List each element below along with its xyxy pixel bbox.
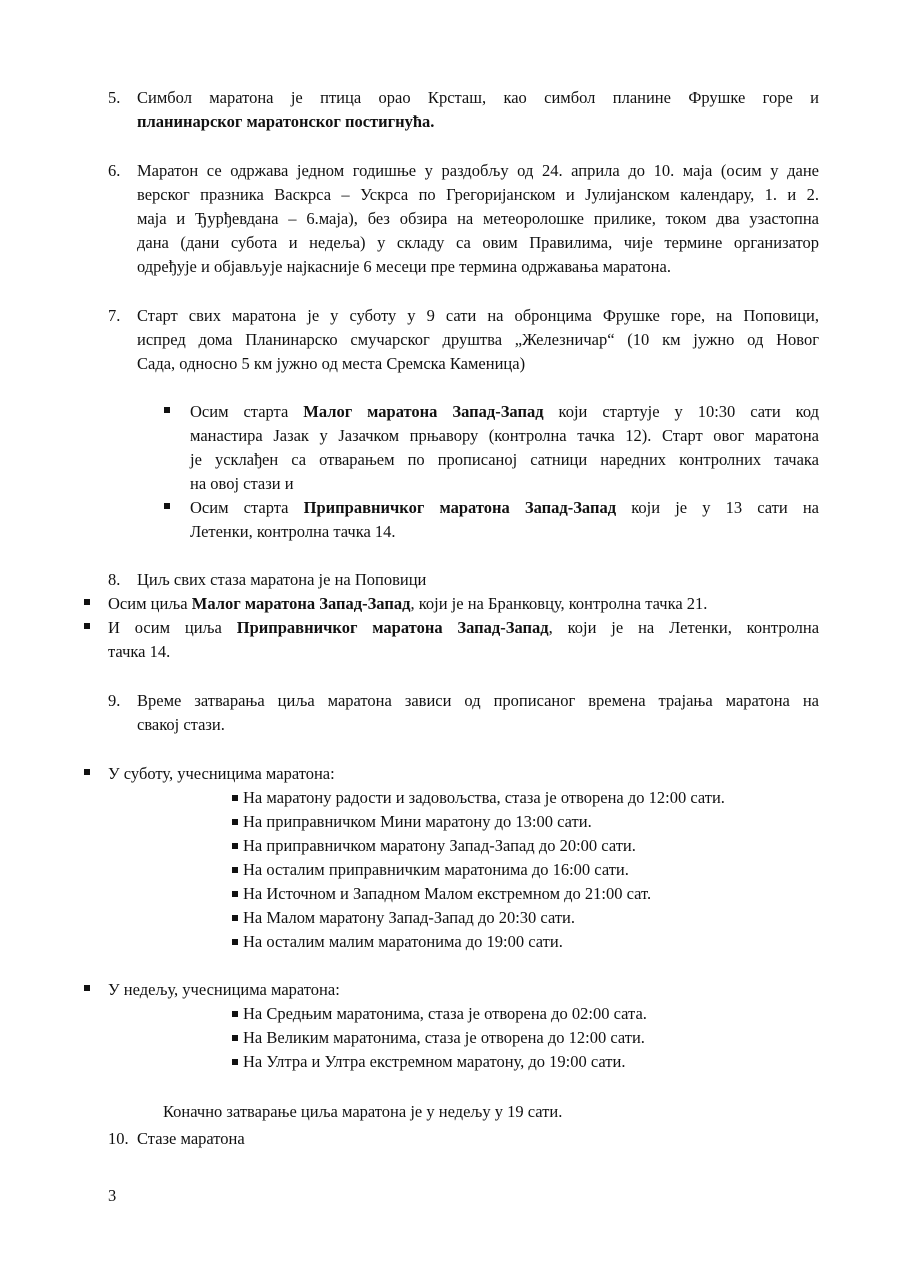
schedule-entry: На Ултра и Ултра екстремном маратону, до 19:00 сати. — [232, 1050, 625, 1074]
bullet-text-line: Летенки, контролна тачка 14. — [190, 522, 396, 541]
bullet-icon — [84, 985, 90, 991]
item-number: 10. — [108, 1129, 129, 1148]
bullet-text-line: Осим старта Малог маратона Запад-Запад који стартује у 10:30 сати код — [190, 402, 819, 421]
item-text-line: дана (дани субота и недеља) у складу са овим Правилима, чије термине организатор — [137, 233, 819, 252]
bullet-icon — [164, 503, 170, 509]
schedule-entry: На Средњим маратонима, стаза је отворена до 02:00 сата. — [232, 1002, 647, 1026]
bullet-text-line: И осим циља Приправничког маратона Запад-Запад, који је на Летенки, контролна — [108, 618, 820, 637]
item-number: 9. — [108, 691, 121, 710]
schedule-entry: На маратону радости и задовољства, стаза је отворена до 12:00 сати. — [232, 786, 725, 810]
schedule-entry: На осталим приправничким маратонима до 16:00 сати. — [232, 858, 629, 882]
schedule-entry: На приправничком Мини маратону до 13:00 сати. — [232, 810, 592, 834]
item-text-line: Сада, односно 5 км јужно од места Сремска Каменица) — [137, 354, 526, 373]
item-text-line: одређује и објављује најкасније 6 месеци пре термина одржавања маратона. — [137, 257, 671, 276]
bullet-icon — [232, 1059, 238, 1065]
bullet-icon — [232, 819, 238, 825]
saturday-heading: У суботу, учесницима маратона: — [108, 764, 335, 783]
schedule-entry: На Малом маратону Запад-Запад до 20:30 сати. — [232, 906, 575, 930]
bullet-icon — [232, 1035, 238, 1041]
bullet-text-line: манастира Јазак у Јазачком прњавору (контролна тачка 12). Старт овог маратона — [190, 426, 819, 445]
item-number: 7. — [108, 306, 121, 325]
bullet-text-line: Осим циља Малог маратона Запад-Запад, који је на Бранковцу, контролна тачка 21. — [108, 594, 708, 613]
bullet-icon — [164, 407, 170, 413]
bullet-text-line: на овој стази и — [190, 474, 294, 493]
bullet-icon — [84, 599, 90, 605]
item-text-line: Старт свих маратона је у суботу у 9 сати на обронцима Фрушке горе, на Поповици, — [137, 306, 819, 325]
item-number: 5. — [108, 88, 121, 107]
page-number: 3 — [108, 1186, 117, 1205]
item-text-line: Време затварања циља маратона зависи од прописаног времена трајања маратона на — [137, 691, 819, 710]
item-text-line: Маратон се одржава једном годишње у раздобљу од 24. априла до 10. маја (осим у дане — [137, 161, 819, 180]
bullet-icon — [232, 939, 238, 945]
item-number: 6. — [108, 161, 121, 180]
item-text-line: Циљ свих стаза маратона је на Поповици — [137, 570, 427, 589]
item-text-line: испред дома Планинарско смучарског друштва „Железничар“ (10 км јужно од Новог — [137, 330, 819, 349]
item-text-line: Симбол маратона је птица орао Крсташ, као симбол планине Фрушке горе и — [137, 88, 819, 107]
bullet-icon — [84, 623, 90, 629]
sunday-heading: У недељу, учесницима маратона: — [108, 980, 340, 999]
schedule-entry: На Источном и Западном Малом екстремном до 21:00 сат. — [232, 882, 651, 906]
schedule-entry: На Великим маратонима, стаза је отворена до 12:00 сати. — [232, 1026, 645, 1050]
schedule-entry: На приправничком маратону Запад-Запад до 20:00 сати. — [232, 834, 636, 858]
bullet-icon — [232, 891, 238, 897]
item-text-line: свакој стази. — [137, 715, 225, 734]
closing-note: Коначно затварање циља маратона је у недељу у 19 сати. — [163, 1102, 563, 1121]
item-text-line: верског празника Васкрса – Ускрса по Грегоријанском и Јулијанском календару, 1. и 2. — [137, 185, 819, 204]
schedule-entry: На осталим малим маратонима до 19:00 сати. — [232, 930, 563, 954]
item-text-line: планинарског маратонског постигнућа. — [137, 112, 435, 131]
bullet-text-line: је усклађен са отварањем по прописаној сатници наредних контролних тачака — [190, 450, 819, 469]
item-text-line: маја и Ђурђевдана – 6.маја), без обзира на метеоролошке прилике, током два узастопна — [137, 209, 819, 228]
bullet-icon — [232, 843, 238, 849]
item-number: 8. — [108, 570, 121, 589]
bullet-text-line: тачка 14. — [108, 642, 171, 661]
bullet-icon — [232, 915, 238, 921]
bullet-icon — [232, 1011, 238, 1017]
bullet-icon — [232, 867, 238, 873]
item-text-line: Стазе маратона — [137, 1129, 245, 1148]
bullet-icon — [84, 769, 90, 775]
bullet-text-line: Осим старта Приправничког маратона Запад-Запад који је у 13 сати на — [190, 498, 820, 517]
bullet-icon — [232, 795, 238, 801]
